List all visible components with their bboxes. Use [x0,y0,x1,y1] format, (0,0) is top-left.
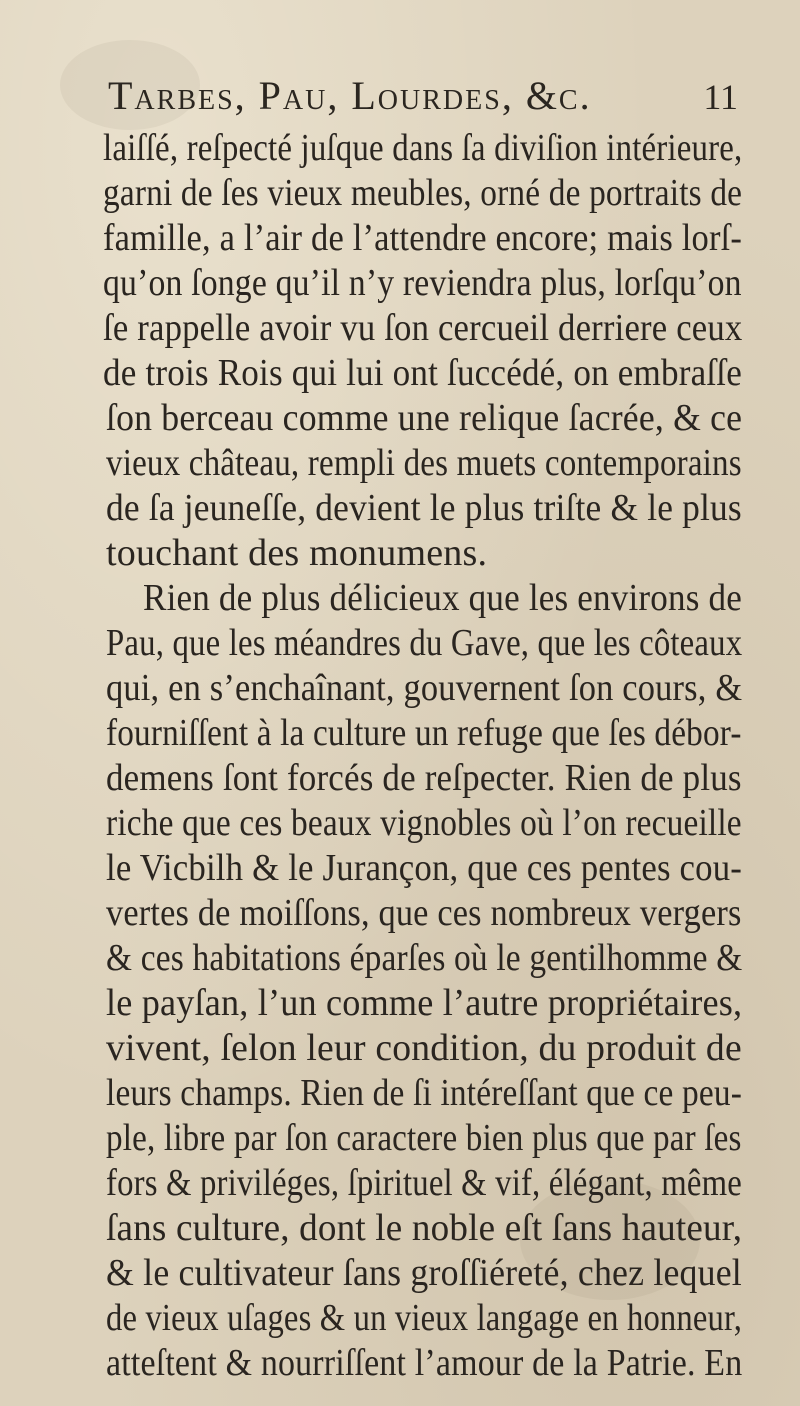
text-line-indented: Rien de plus délicieux que les environs de [143,577,742,619]
text-line: demens ſont forcés de reſpecter. Rien de plus [106,757,742,799]
text-line: vivent, ſelon leur condition, du produit de [106,1027,742,1069]
text-line: & ces habitations éparſes où le gentilhomme & [106,937,743,979]
text-line: vieux château, rempli des muets contemporains [106,442,742,484]
text-line: qui, en s’enchaînant, gouvernent ſon cours, & [106,667,743,709]
text-line: atteſtent & nourriſſent l’amour de la Patrie. En [106,1342,743,1384]
page-header [108,72,738,124]
text-line: leurs champs. Rien de ſi intéreſſant que ce peu- [106,1072,743,1114]
text-line: garni de ſes vieux meubles, orné de portraits de [103,172,743,214]
text-line: qu’on ſonge qu’il n’y reviendra plus, lorſqu’on [103,262,742,304]
text-line: de trois Rois qui lui ont ſuccédé, on embraſſe [103,352,742,394]
text-line: le Vicbilh & le Jurançon, que ces pentes cou- [106,847,743,889]
running-head: Tarbes, Pau, Lourdes, &c. [108,73,592,118]
text-line: ſon berceau comme une relique ſacrée, & ce [106,397,743,439]
text-line: fors & priviléges, ſpirituel & vif, élégant, même [106,1162,742,1204]
text-line: vertes de moiſſons, que ces nombreux vergers [106,892,742,934]
text-line: touchant des monumens. [106,532,488,574]
text-line: riche que ces beaux vignobles où l’on recueille [106,802,742,844]
text-line: de ſa jeuneſſe, devient le plus triſte & le plus [106,487,742,529]
text-line: ſe rappelle avoir vu ſon cercueil derriere ceux [103,307,743,349]
text-line: ſans culture, dont le noble eſt ſans hauteur, [106,1207,743,1249]
text-line: de vieux uſages & un vieux langage en honneur, [106,1297,743,1339]
text-line: famille, a l’air de l’attendre encore; mais lorſ- [103,217,743,259]
text-line: Pau, que les méandres du Gave, que les côteaux [106,622,743,664]
text-line: & le cultivateur ſans groſſiéreté, chez lequel [106,1252,742,1294]
text-line: le payſan, l’un comme l’autre propriétaires, [106,982,743,1024]
text-line: laiſſé, reſpecté juſque dans ſa diviſion intérieure, [103,127,743,169]
text-line: ple, libre par ſon caractere bien plus que par ſes [106,1117,742,1159]
text-line: fourniſſent à la culture un refuge que ſes débor- [106,712,742,754]
page-number: 11 [703,77,738,117]
